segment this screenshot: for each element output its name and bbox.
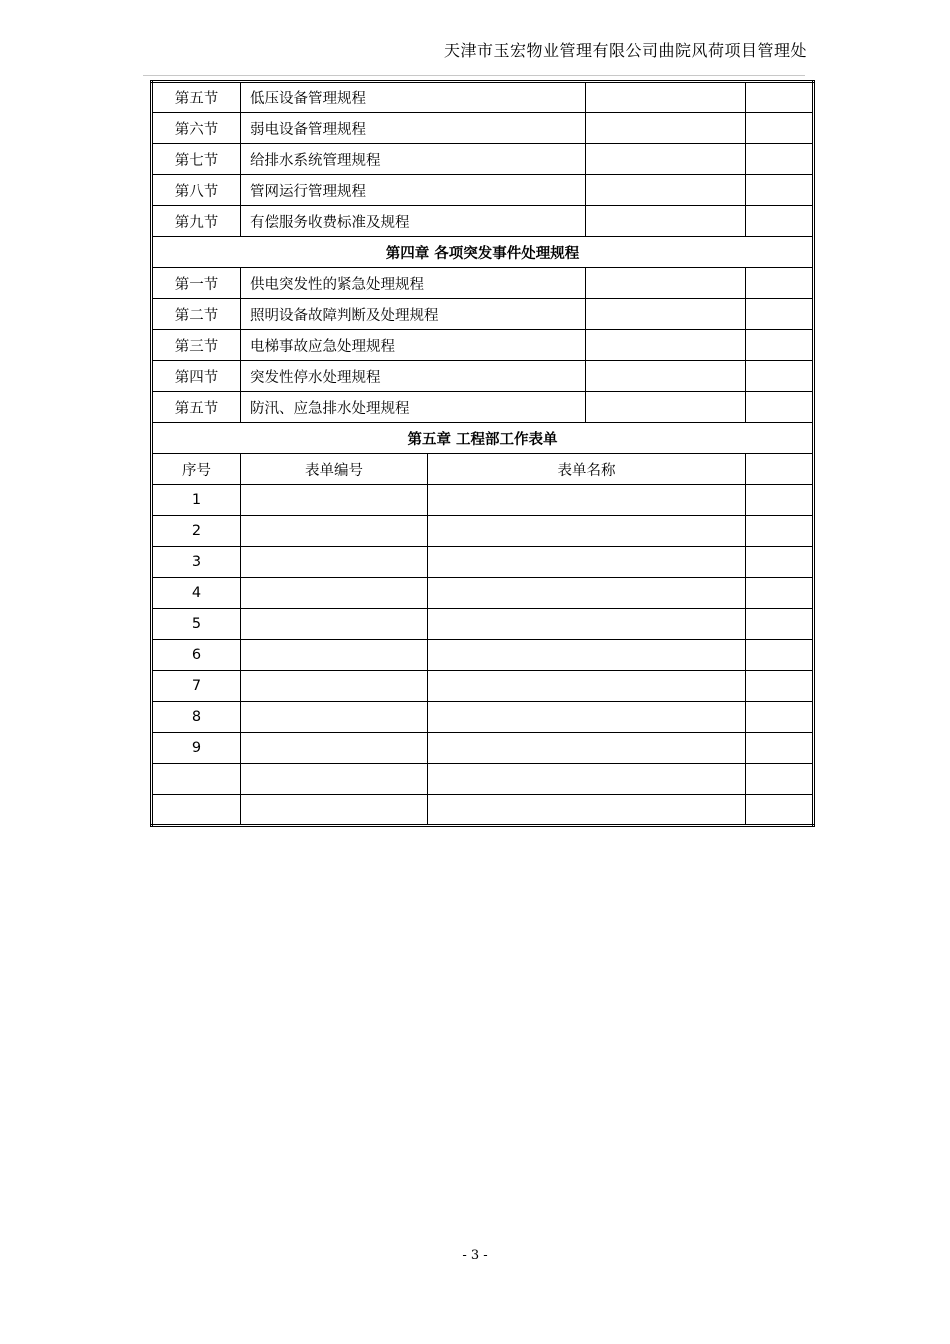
form-row [152,733,814,764]
section-title: 有偿服务收费标准及规程 [241,206,586,237]
form-seq: 6 [152,640,241,671]
form-row [152,516,814,547]
form-name [428,795,746,826]
form-code [241,485,428,516]
form-seq [152,764,241,795]
note-cell [746,268,814,299]
section-row [152,361,814,392]
section-number: 第五节 [152,82,241,113]
section-row [152,392,814,423]
chapter-heading: 第五章 工程部工作表单 [152,423,814,454]
page-cell [586,299,746,330]
header-divider [143,75,805,76]
form-name [428,609,746,640]
page-number: - 3 - [462,1248,488,1263]
note-cell [746,82,814,113]
page-cell [586,82,746,113]
form-code [241,609,428,640]
form-row [152,671,814,702]
form-name [428,764,746,795]
form-code [241,795,428,826]
form-note [746,485,814,516]
form-code [241,578,428,609]
form-seq: 5 [152,609,241,640]
section-number: 第三节 [152,330,241,361]
page-cell [586,361,746,392]
page-cell [586,144,746,175]
form-note [746,516,814,547]
note-cell [746,299,814,330]
section-number: 第七节 [152,144,241,175]
form-seq: 3 [152,547,241,578]
form-note [746,547,814,578]
form-note [746,609,814,640]
form-seq: 7 [152,671,241,702]
form-seq [152,795,241,826]
header-name: 表单名称 [428,454,746,485]
form-code [241,547,428,578]
form-row [152,764,814,795]
form-row [152,609,814,640]
form-code [241,516,428,547]
form-row [152,578,814,609]
form-code [241,640,428,671]
form-name [428,578,746,609]
section-row [152,299,814,330]
section-number: 第一节 [152,268,241,299]
chapter-row [152,237,814,268]
note-cell [746,144,814,175]
form-note [746,795,814,826]
form-row [152,485,814,516]
page-cell [586,113,746,144]
form-code [241,671,428,702]
form-row [152,795,814,826]
page-cell [586,330,746,361]
form-row [152,702,814,733]
contents-table-body [152,82,814,826]
note-cell [746,206,814,237]
form-name [428,547,746,578]
section-title: 防汛、应急排水处理规程 [241,392,586,423]
page-cell [586,175,746,206]
form-name [428,733,746,764]
section-row [152,144,814,175]
header-note [746,454,814,485]
note-cell [746,392,814,423]
section-number: 第九节 [152,206,241,237]
form-row [152,640,814,671]
form-note [746,764,814,795]
section-row [152,330,814,361]
section-title: 照明设备故障判断及处理规程 [241,299,586,330]
header-company-name: 天津市玉宏物业管理有限公司曲院风荷项目管理处 [443,41,807,60]
form-code [241,733,428,764]
section-title: 弱电设备管理规程 [241,113,586,144]
form-note [746,640,814,671]
section-row [152,113,814,144]
section-number: 第五节 [152,392,241,423]
form-note [746,671,814,702]
section-title: 给排水系统管理规程 [241,144,586,175]
chapter-row [152,423,814,454]
section-title: 低压设备管理规程 [241,82,586,113]
form-seq: 4 [152,578,241,609]
page-cell [586,268,746,299]
form-seq: 2 [152,516,241,547]
section-row [152,268,814,299]
note-cell [746,113,814,144]
note-cell [746,361,814,392]
section-title: 供电突发性的紧急处理规程 [241,268,586,299]
section-title: 突发性停水处理规程 [241,361,586,392]
section-title: 电梯事故应急处理规程 [241,330,586,361]
form-seq: 1 [152,485,241,516]
form-row [152,547,814,578]
section-row [152,206,814,237]
page-cell [586,392,746,423]
form-header-row [152,454,814,485]
form-code [241,764,428,795]
form-name [428,640,746,671]
form-seq: 8 [152,702,241,733]
note-cell [746,330,814,361]
contents-table [150,80,815,827]
form-name [428,671,746,702]
section-number: 第八节 [152,175,241,206]
section-title: 管网运行管理规程 [241,175,586,206]
note-cell [746,175,814,206]
form-name [428,702,746,733]
section-row [152,82,814,113]
form-name [428,485,746,516]
form-name [428,516,746,547]
form-note [746,702,814,733]
form-note [746,733,814,764]
page-cell [586,206,746,237]
section-number: 第六节 [152,113,241,144]
section-number: 第二节 [152,299,241,330]
form-seq: 9 [152,733,241,764]
form-code [241,702,428,733]
header-seq: 序号 [152,454,241,485]
section-number: 第四节 [152,361,241,392]
chapter-heading: 第四章 各项突发事件处理规程 [152,237,814,268]
form-note [746,578,814,609]
header-code: 表单编号 [241,454,428,485]
section-row [152,175,814,206]
